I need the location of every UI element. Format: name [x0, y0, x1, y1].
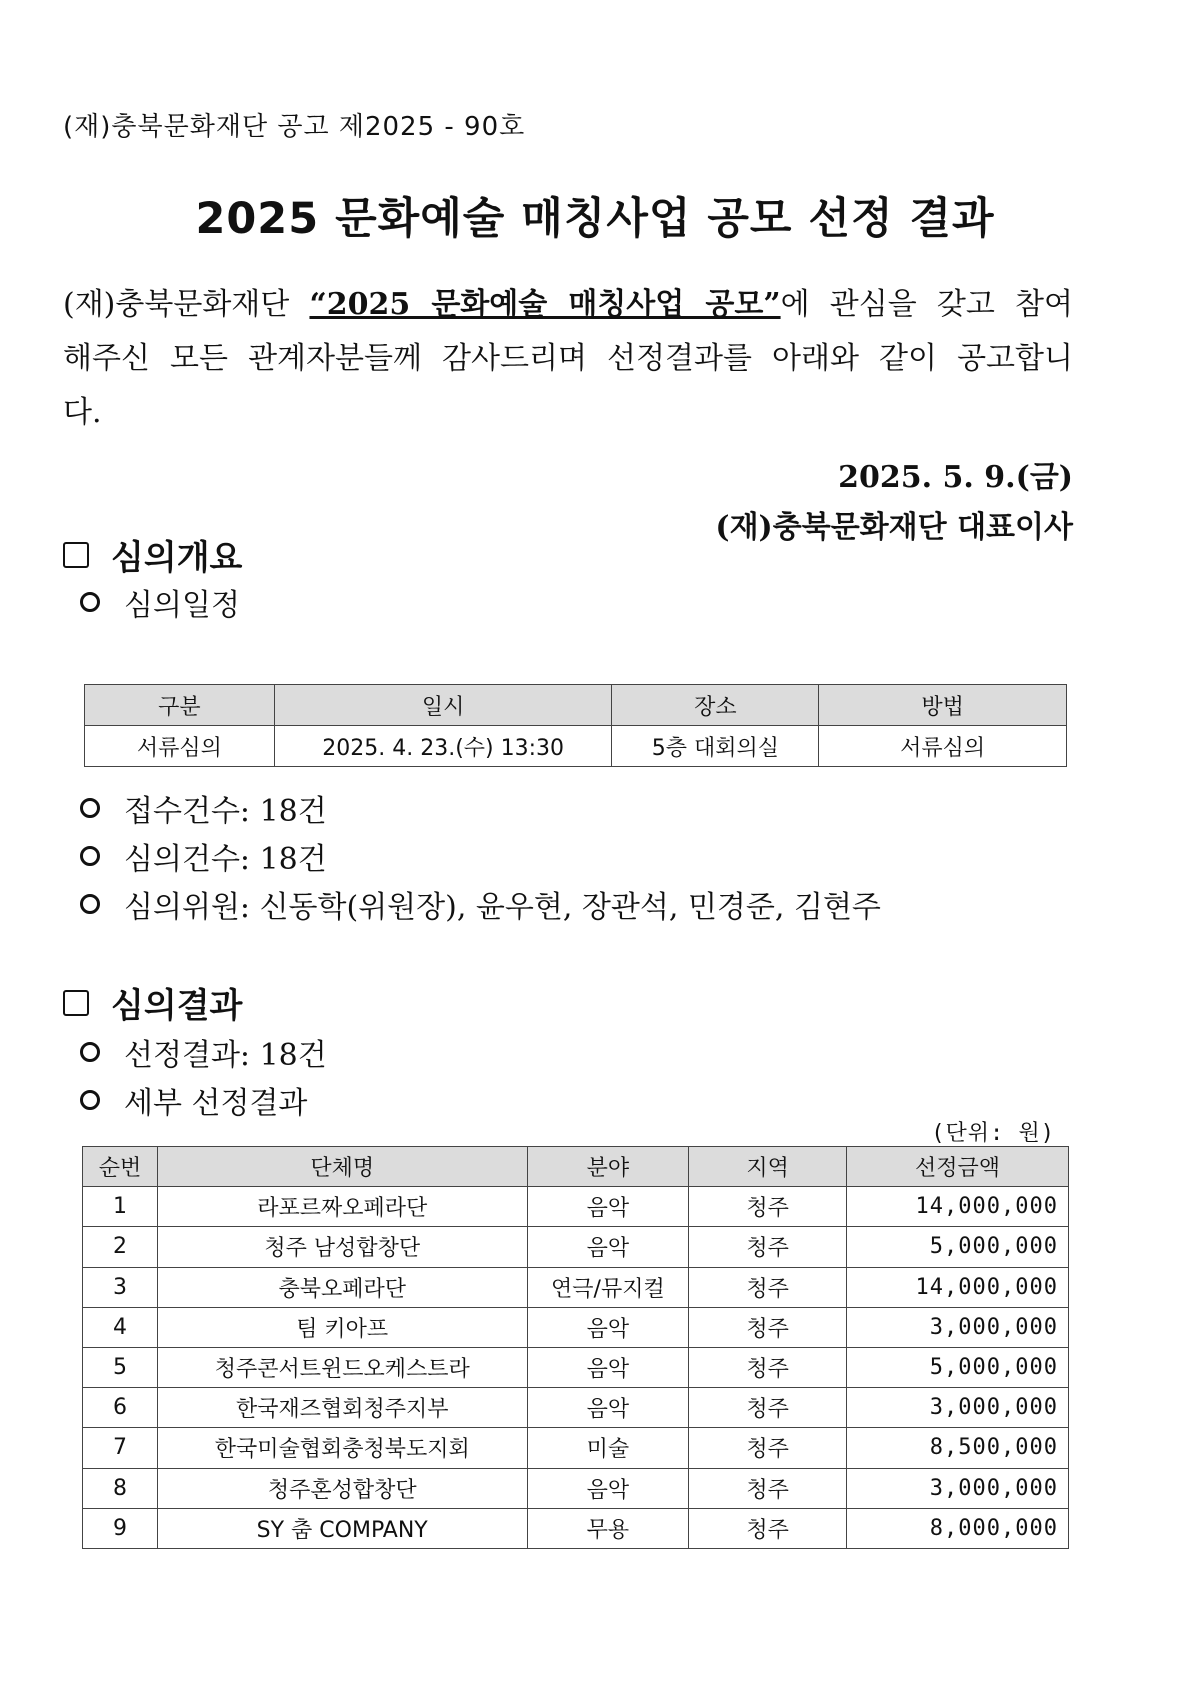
- table-row: [83, 1508, 1069, 1548]
- region: 청주: [689, 1227, 847, 1267]
- row-number: 8: [83, 1468, 158, 1508]
- unit-label: (단위: 원): [931, 1121, 1055, 1146]
- announcement-date: 2025. 5. 9.(금): [838, 460, 1073, 495]
- row-number: 5: [83, 1347, 158, 1387]
- table-row: [83, 1267, 1069, 1307]
- row-number: 7: [83, 1428, 158, 1468]
- table-row: [83, 1347, 1069, 1387]
- group-name: 한국미술협회충청북도지회: [157, 1428, 527, 1468]
- circle-bullet-icon: [80, 798, 100, 818]
- bullet-text: 접수건수: 18건: [124, 794, 327, 829]
- header-cell: 일시: [274, 685, 612, 726]
- field: 음악: [527, 1468, 689, 1508]
- header-cell: 선정금액: [847, 1147, 1069, 1187]
- square-bullet-icon: [63, 542, 89, 568]
- region: 청주: [689, 1388, 847, 1428]
- field: 음악: [527, 1187, 689, 1227]
- bullet-selected: [80, 1030, 327, 1074]
- row-number: 2: [83, 1227, 158, 1267]
- region: 청주: [689, 1187, 847, 1227]
- region: 청주: [689, 1307, 847, 1347]
- field: 연극/뮤지컬: [527, 1267, 689, 1307]
- row-number: 9: [83, 1508, 158, 1548]
- region: 청주: [689, 1468, 847, 1508]
- table-cell: 서류심의: [85, 726, 275, 767]
- amount: 5,000,000: [847, 1227, 1069, 1267]
- field: 미술: [527, 1428, 689, 1468]
- table-row: [83, 1388, 1069, 1428]
- header-cell: 분야: [527, 1147, 689, 1187]
- bullet-reviewed: [80, 834, 327, 878]
- region: 청주: [689, 1267, 847, 1307]
- group-name: 충북오페라단: [157, 1267, 527, 1307]
- header-cell: 지역: [689, 1147, 847, 1187]
- region: 청주: [689, 1347, 847, 1387]
- circle-bullet-icon: [80, 1042, 100, 1062]
- table-cell: 서류심의: [819, 726, 1067, 767]
- amount: 3,000,000: [847, 1468, 1069, 1508]
- table-header-row: [83, 1147, 1069, 1187]
- bullet-text: 심의건수: 18건: [124, 842, 327, 877]
- group-name: 라포르짜오페라단: [157, 1187, 527, 1227]
- table-row: [85, 726, 1067, 767]
- bullet-text: 심의위원: 신동학(위원장), 윤우현, 장관석, 민경준, 김현주: [124, 890, 881, 925]
- circle-bullet-icon: [80, 592, 100, 612]
- bullet-received: [80, 786, 327, 830]
- square-bullet-icon: [63, 990, 89, 1016]
- row-number: 6: [83, 1388, 158, 1428]
- header-cell: 단체명: [157, 1147, 527, 1187]
- intro-paragraph: [63, 278, 1073, 440]
- table-row: [83, 1227, 1069, 1267]
- bullet-detail: [80, 1078, 307, 1122]
- schedule-table: [84, 684, 1067, 767]
- amount: 3,000,000: [847, 1388, 1069, 1428]
- field: 음악: [527, 1227, 689, 1267]
- section-review-overview: [63, 530, 242, 579]
- circle-bullet-icon: [80, 846, 100, 866]
- field: 무용: [527, 1508, 689, 1548]
- circle-bullet-icon: [80, 894, 100, 914]
- row-number: 3: [83, 1267, 158, 1307]
- circle-bullet-icon: [80, 1090, 100, 1110]
- field: 음악: [527, 1388, 689, 1428]
- bullet-text: 심의일정: [124, 588, 240, 623]
- table-header-row: [85, 685, 1067, 726]
- intro-prefix: (재)충북문화재단: [63, 287, 310, 322]
- region: 청주: [689, 1428, 847, 1468]
- table-row: [83, 1468, 1069, 1508]
- amount: 14,000,000: [847, 1267, 1069, 1307]
- table-row: [83, 1428, 1069, 1468]
- bullet-reviewers: [80, 882, 881, 926]
- results-table: [82, 1146, 1069, 1549]
- field: 음악: [527, 1307, 689, 1347]
- amount: 5,000,000: [847, 1347, 1069, 1387]
- section-heading: 심의결과: [111, 986, 243, 1026]
- header-cell: 장소: [612, 685, 819, 726]
- amount: 3,000,000: [847, 1307, 1069, 1347]
- table-row: [83, 1187, 1069, 1227]
- page-title: 2025 문화예술 매칭사업 공모 선정 결과: [195, 194, 995, 244]
- amount: 14,000,000: [847, 1187, 1069, 1227]
- header-cell: 순번: [83, 1147, 158, 1187]
- group-name: SY 춤 COMPANY: [157, 1508, 527, 1548]
- row-number: 4: [83, 1307, 158, 1347]
- group-name: 청주콘서트윈드오케스트라: [157, 1347, 527, 1387]
- section-review-result: [63, 978, 242, 1027]
- table-row: [83, 1307, 1069, 1347]
- group-name: 청주 남성합창단: [157, 1227, 527, 1267]
- table-cell: 5층 대회의실: [612, 726, 819, 767]
- bullet-text: 세부 선정결과: [124, 1086, 308, 1121]
- intro-suffix: 에 관심을 갖고 참여해주신 모든 관계자분들께 감사드리며 선정결과를 아래와 같이 공고합니다.: [63, 287, 1073, 430]
- group-name: 팀 키아프: [157, 1307, 527, 1347]
- group-name: 청주혼성합창단: [157, 1468, 527, 1508]
- amount: 8,000,000: [847, 1508, 1069, 1548]
- group-name: 한국재즈협회청주지부: [157, 1388, 527, 1428]
- row-number: 1: [83, 1187, 158, 1227]
- section-heading: 심의개요: [111, 538, 243, 578]
- issuer-name: (재)충북문화재단 대표이사: [715, 510, 1073, 545]
- bullet-text: 선정결과: 18건: [124, 1038, 327, 1073]
- intro-quote: “2025 문화예술 매칭사업 공모”: [309, 287, 781, 322]
- header-cell: 방법: [819, 685, 1067, 726]
- notice-number: (재)충북문화재단 공고 제2025 - 90호: [63, 112, 526, 142]
- field: 음악: [527, 1347, 689, 1387]
- amount: 8,500,000: [847, 1428, 1069, 1468]
- bullet-schedule: [80, 580, 240, 624]
- region: 청주: [689, 1508, 847, 1548]
- header-cell: 구분: [85, 685, 275, 726]
- table-cell: 2025. 4. 23.(수) 13:30: [274, 726, 612, 767]
